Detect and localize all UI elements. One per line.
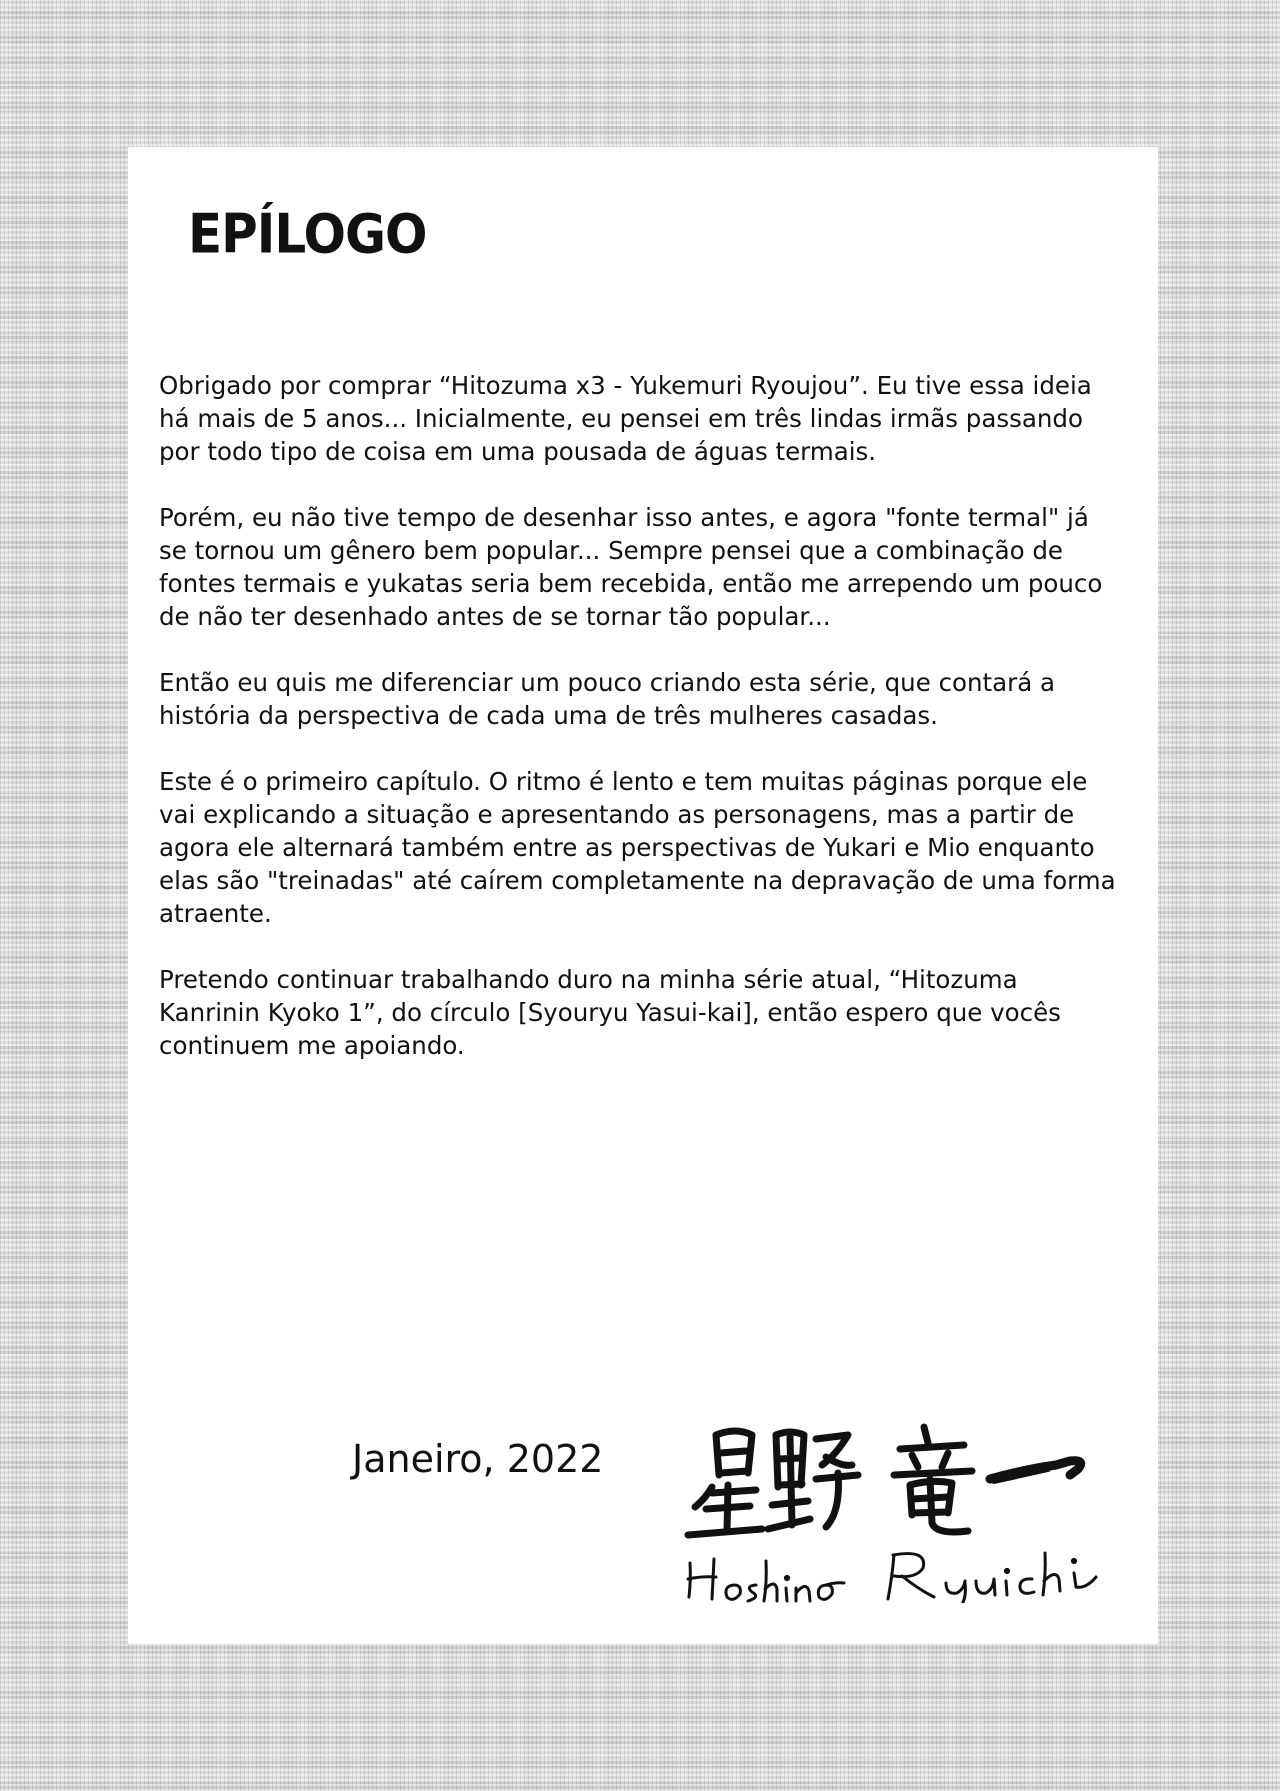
paragraph: Pretendo continuar trabalhando duro na minha série atual, “Hitozuma Kanrinin Kyoko 1”, do círculo [Syouryu Yasui-kai], então espero que vocês continuem me apoiando.: [159, 965, 1061, 1060]
paragraph: Este é o primeiro capítulo. O ritmo é lento e tem muitas páginas porque ele vai explicando a situação e apresentando as personagens, mas a partir de agora ele alternará também entre as perspectivas de Yukari e Mio enquanto elas são "treinadas" até caírem completamente na depravação de uma forma atraente.: [159, 767, 1116, 928]
paragraph: Porém, eu não tive tempo de desenhar isso antes, e agora "fonte termal" já se tornou um gênero bem popular... Sempre pensei que a combinação de fontes termais e yukatas seria bem recebida, então me arrependo um pouco de não ter desenhado antes de se tornar tão popular...: [159, 503, 1103, 631]
page-title: EPÍLOGO: [188, 203, 427, 266]
author-signature: [676, 1413, 1276, 1603]
date-line: Janeiro, 2022: [352, 1437, 604, 1481]
epilogue-page: [128, 147, 1158, 1644]
paragraph: Então eu quis me diferenciar um pouco criando esta série, que contará a história da perspectiva de cada uma de três mulheres casadas.: [159, 668, 1056, 730]
epilogue-body: [159, 369, 1119, 1095]
paragraph: Obrigado por comprar “Hitozuma x3 - Yukemuri Ryoujou”. Eu tive essa ideia há mais de 5 anos... Inicialmente, eu pensei em três lindas irmãs passando por todo tipo de coisa em uma pousada de águas termais.: [159, 371, 1092, 466]
